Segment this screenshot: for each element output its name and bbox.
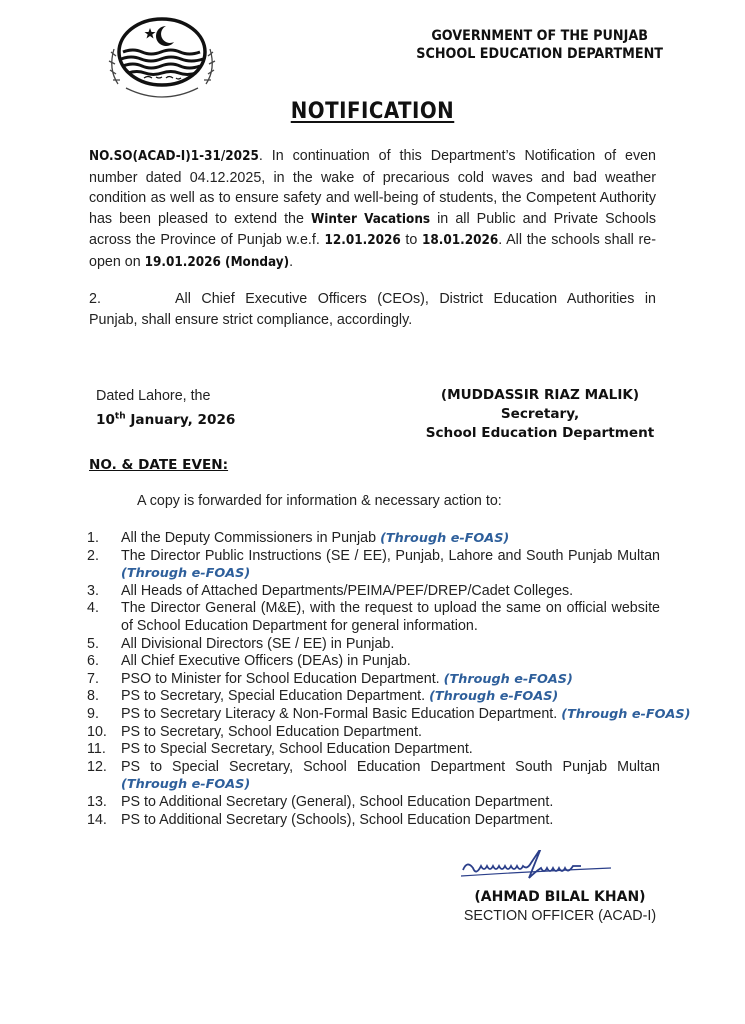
list-item: 6. All Chief Executive Officers (DEAs) in Punjab.: [87, 653, 411, 670]
dated-block: [96, 386, 235, 430]
through-efoas-tag: (Through e-FOAS): [561, 706, 691, 722]
date-to: 18.01.2026: [422, 233, 499, 248]
dated-place: Dated Lahore, the: [96, 388, 211, 404]
through-efoas-tag: (Through e-FOAS): [429, 689, 559, 705]
list-item: 1. All the Deputy Commissioners in Punjab (Through e-FOAS): [87, 530, 510, 546]
list-item: 4. The Director General (M&E), with the request to upload the same on official website of School Education Department for general information.: [87, 600, 660, 634]
list-item: 11. PS to Special Secretary, School Education Department.: [87, 741, 473, 758]
header-line-department: SCHOOL EDUCATION DEPARTMENT: [416, 46, 663, 62]
copy-forwarded-text: A copy is forwarded for information & necessary action to:: [137, 493, 502, 509]
secretary-signature-block: [410, 386, 670, 443]
secretary-name: (MUDDASSIR RIAZ MALIK): [440, 387, 640, 403]
list-item: 9. PS to Secretary Literacy & Non-Formal Basic Education Department. (Through e-FOAS): [87, 705, 691, 722]
through-efoas-tag: (Through e-FOAS): [121, 777, 251, 793]
winter-vacations-label: Winter Vacations: [311, 211, 431, 227]
list-item: 13. PS to Additional Secretary (General), School Education Department.: [87, 793, 554, 810]
section-officer-signature-block: [440, 888, 680, 926]
list-item: 10. PS to Secretary, School Education Department.: [87, 723, 422, 740]
secretary-department: School Education Department: [425, 425, 655, 441]
paragraph-number: 2.: [89, 291, 101, 307]
reopen-date: 19.01.2026 (Monday): [144, 254, 290, 270]
no-date-even-heading: NO. & DATE EVEN:: [89, 457, 229, 473]
date-from: 12.01.2026: [324, 233, 401, 248]
notification-paragraph-2: 2. All Chief Executive Officers (CEOs), District Education Authorities in Punjab, shall ensure strict compliance, accordingly.: [89, 291, 656, 328]
header-line-government: GOVERNMENT OF THE PUNJAB: [431, 28, 648, 44]
through-efoas-tag: (Through e-FOAS): [443, 671, 573, 687]
dated-date: 10th January, 2026: [96, 411, 236, 428]
section-officer-designation: SECTION OFFICER (ACAD-I): [463, 908, 657, 924]
list-item: 5. All Divisional Directors (SE / EE) in Punjab.: [87, 635, 395, 652]
section-officer-name: (AHMAD BILAL KHAN): [474, 889, 646, 905]
handwritten-signature-icon: [458, 850, 628, 890]
secretary-designation: Secretary,: [500, 406, 580, 422]
through-efoas-tag: (Through e-FOAS): [121, 566, 251, 582]
government-of-punjab-emblem-icon: [106, 14, 218, 100]
page-title: NOTIFICATION: [290, 99, 455, 124]
list-item: 12. PS to Special Secretary, School Education Department South Punjab Multan (Through e-FOAS): [87, 758, 660, 793]
notification-paragraph-1: NO.SO(ACAD-I)1-31/2025. In continuation of this Department’s Notification of even number dated 04.12.2025, in the wake of precarious cold waves and bad weather condition as well as to ensure safety and well-being of students, the Competent Authority has been pleased to extend the Winter Vacations in all Public and Private Schools across the Province of Punjab w.e.f. 12.01.2026 to 18.01.2026. All the schools shall re-open on 19.01.2026 (Monday).: [89, 148, 657, 270]
list-item: 8. PS to Secretary, Special Education Department. (Through e-FOAS): [87, 688, 559, 705]
list-item: 2. The Director Public Instructions (SE / EE), Punjab, Lahore and South Punjab Multan (Through e-FOAS): [87, 547, 660, 582]
list-item: 3. All Heads of Attached Departments/PEIMA/PEF/DREP/Cadet Colleges.: [87, 582, 574, 599]
list-item: 7. PSO to Minister for School Education Department. (Through e-FOAS): [87, 670, 573, 687]
distribution-list: [85, 530, 691, 829]
notification-number: NO.SO(ACAD-I)1-31/2025: [89, 149, 259, 164]
list-item: 14. PS to Additional Secretary (Schools), School Education Department.: [87, 811, 554, 828]
department-header: [416, 27, 663, 63]
through-efoas-tag: (Through e-FOAS): [380, 531, 510, 546]
